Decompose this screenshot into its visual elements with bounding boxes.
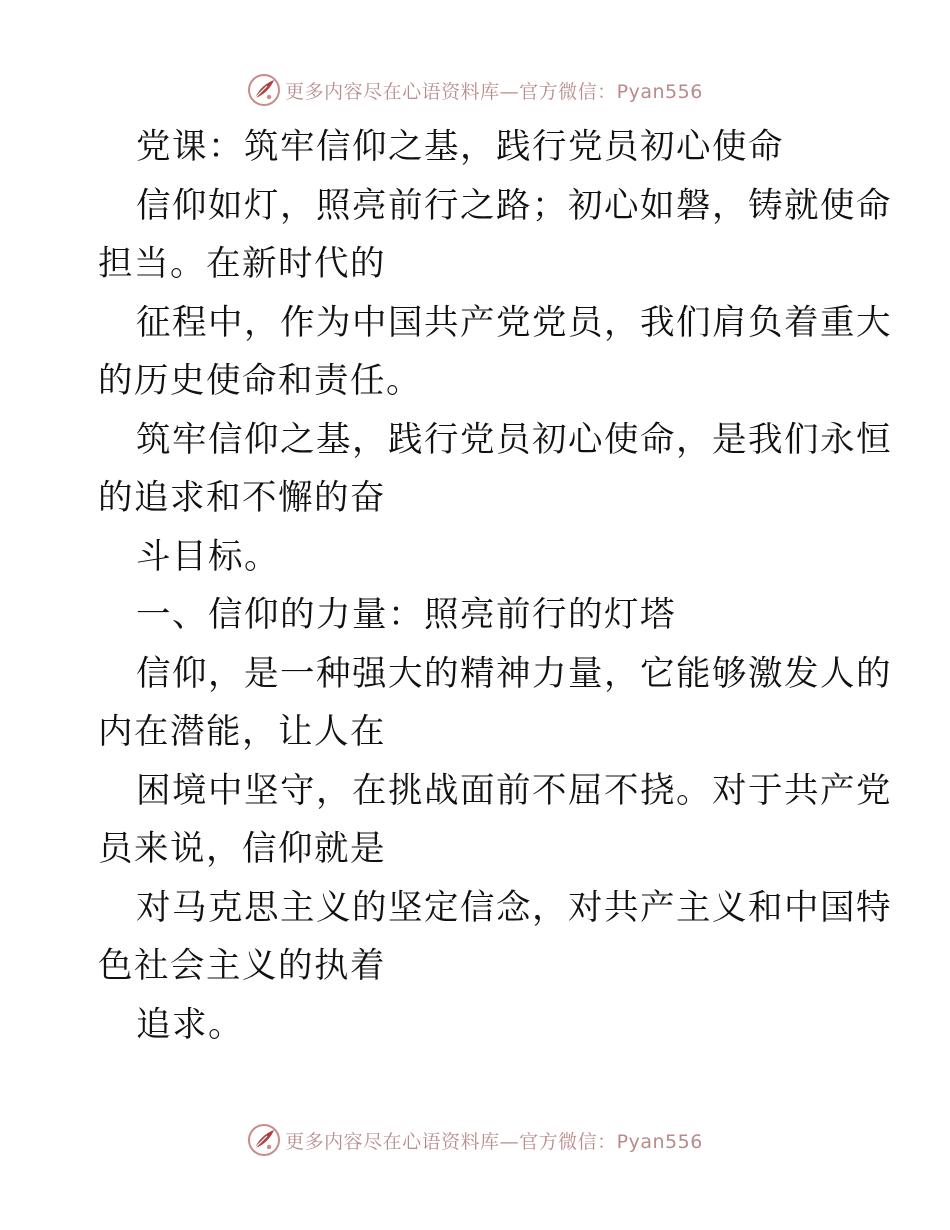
- text-line: 色社会主义的执着: [98, 946, 386, 986]
- footer-watermark: [0, 1120, 950, 1160]
- watermark-text: [285, 1127, 703, 1154]
- feather-pen-logo-icon: [247, 73, 281, 107]
- text-line: 担当。在新时代的: [98, 244, 386, 284]
- text-line: 党课：筑牢信仰之基，践行党员初心使命: [136, 127, 784, 167]
- text-line: 信仰，是一种强大的精神力量，它能够激发人的: [136, 653, 892, 694]
- text-line: 内在潜能，让人在: [98, 712, 386, 752]
- watermark-label: 更多内容尽在心语资料库—官方微信：: [285, 80, 617, 103]
- text-line: 信仰如灯，照亮前行之路；初心如磐，铸就使命: [136, 185, 892, 226]
- text-line: 的历史使命和责任。: [98, 361, 422, 401]
- text-line: 征程中，作为中国共产党党员，我们肩负着重大: [136, 302, 892, 343]
- watermark-text: [285, 77, 703, 104]
- watermark-wechat-id: Pyan556: [616, 80, 703, 103]
- watermark-wechat-id: Pyan556: [616, 1130, 703, 1153]
- text-line: 对马克思主义的坚定信念，对共产主义和中国特: [136, 887, 892, 928]
- text-line: 追求。: [136, 1004, 244, 1045]
- text-line: 困境中坚守，在挑战面前不屈不挠。对于共产党: [136, 770, 892, 811]
- watermark-label: 更多内容尽在心语资料库—官方微信：: [285, 1130, 617, 1153]
- text-line: 员来说，信仰就是: [98, 829, 386, 869]
- text-line: 的追求和不懈的奋: [98, 478, 386, 518]
- text-line: 斗目标。: [136, 536, 280, 577]
- text-line: 一、信仰的力量：照亮前行的灯塔: [136, 595, 676, 635]
- feather-pen-logo-icon: [247, 1123, 281, 1157]
- header-watermark: [0, 70, 950, 110]
- text-line: 筑牢信仰之基，践行党员初心使命，是我们永恒: [136, 419, 892, 460]
- document-body: [98, 118, 892, 1054]
